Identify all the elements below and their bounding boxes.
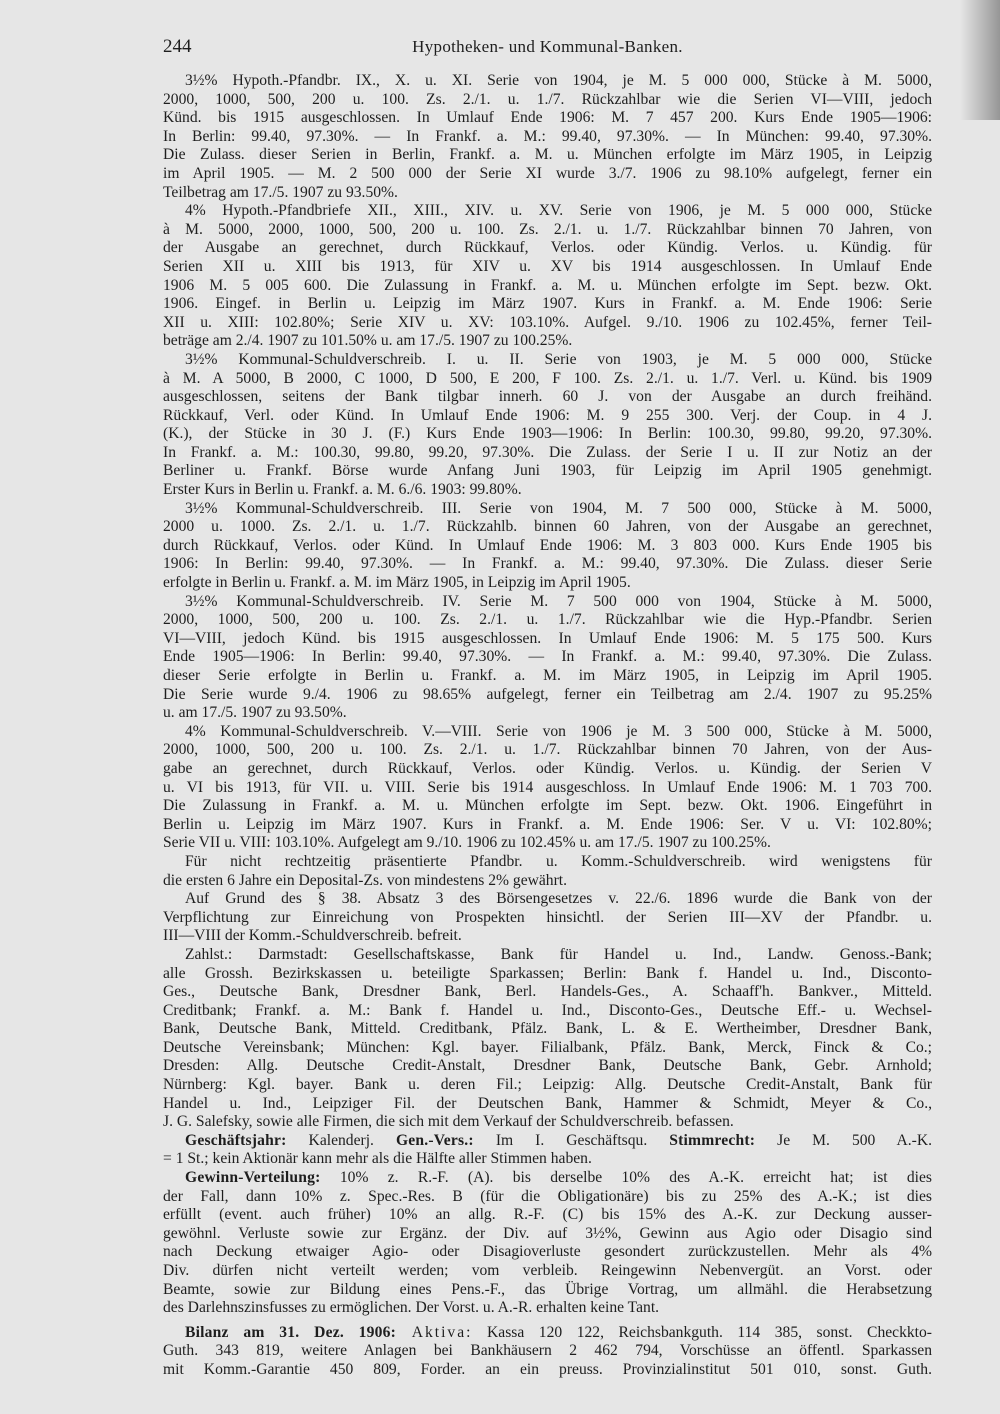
text-segment: Kassa 120 122, Reichsbankguth. 114 385, sonst. Checkkto- bbox=[472, 1323, 933, 1341]
text-line: Berliner u. Frankf. Börse wurde Anfang Juni 1903, für Leipzig im April 1905 genehmigt. bbox=[163, 462, 932, 480]
text-segment: 10% z. R.-F. (A). bis derselbe 10% des A.-K. erreicht hat; ist dies bbox=[320, 1169, 932, 1187]
text-line: Ges., Deutsche Bank, Dresdner Bank, Berl. Handels-Ges., A. Schaaff'h. Bankver., Mitteld. bbox=[163, 983, 932, 1001]
text-line: 3½% Kommunal-Schuldverschreib. IV. Serie M. 7 500 000 von 1904, Stücke à M. 5000, bbox=[185, 592, 932, 610]
paragraph bbox=[163, 72, 932, 202]
text-line: Deutsche Vereinsbank; München: Kgl. bayer. Filialbank, Pfälz. Bank, Merck, Finck & Co.; bbox=[163, 1038, 932, 1056]
paragraph bbox=[163, 593, 932, 723]
running-title: Hypotheken- und Kommunal-Banken. bbox=[412, 37, 683, 56]
text-line: Rückkauf, Verl. oder Künd. In Umlauf Ende 1906: M. 9 255 300. Verj. der Coup. in 4 J. bbox=[163, 406, 932, 424]
text-line: Ende 1905—1906: In Berlin: 99.40, 97.30%. — In Frankf. a. M.: 99.40, 97.30%. Die Zulass. bbox=[163, 648, 932, 666]
text-line: 1906 M. 5 005 600. Die Zulassung in Frankf. a. M. u. München erfolgte im Sept. bezw. Okt. bbox=[163, 276, 932, 294]
text-line: Div. dürfen nicht verteilt werden; vom verbleib. Reingewinn Nebenvergüt. an Vorst. oder bbox=[163, 1262, 932, 1279]
text-line: Künd. bis 1915 ausgeschlossen. In Umlauf Ende 1906: M. 7 457 200. Kurs Ende 1905—1906: bbox=[163, 109, 932, 127]
text-line: Für nicht rechtzeitig präsentierte Pfandbr. u. Komm.-Schuldverschreib. wird wenigstens für bbox=[185, 852, 932, 870]
text-line: des Darlehnszinsfusses zu ermöglichen. Der Vorst. u. A.-R. erhalten keine Tant. bbox=[163, 1299, 660, 1317]
paragraph bbox=[163, 202, 932, 351]
text-line: XII u. XIII: 102.80%; Serie XIV u. XV: 103.10%. Aufgel. 9./10. 1906 zu 102.45%, ferner Teil- bbox=[163, 313, 932, 331]
text-line: J. G. Salefsky, sowie alle Firmen, die sich mit dem Verkauf der Schuldverschreib. befassen. bbox=[163, 1113, 734, 1131]
text-line: Erster Kurs in Berlin u. Frankf. a. M. 6./6. 1903: 99.80%. bbox=[163, 481, 522, 499]
text-line: 3½% Kommunal-Schuldverschreib. III. Serie von 1904, M. 7 500 000, Stücke à M. 5000, bbox=[185, 499, 932, 517]
text-line: Teilbetrag am 17./5. 1907 zu 93.50%. bbox=[163, 183, 398, 201]
text-line: gabe an gerechnet, durch Rückkauf, Verlos. oder Kündig. Verlos. u. Kündig. der Serien V bbox=[163, 759, 932, 777]
text-line: mit Komm.-Garantie 450 809, Forder. an ein preuss. Provinzialinstitut 501 010, sonst. Guth. bbox=[163, 1360, 932, 1378]
section-label: Geschäftsjahr: bbox=[185, 1131, 287, 1149]
text-line: gewöhnl. Verluste sowie zur Ergänz. der Div. auf 3½%, Gewinn aus Agio oder Disagio sind bbox=[163, 1224, 932, 1242]
text-line: der Ausgabe an gerechnet, durch Rückkauf, Verlos. oder Kündig. Verlos. u. Kündig. für bbox=[163, 239, 932, 257]
section-label: Gewinn-Verteilung: bbox=[185, 1169, 321, 1187]
text-line: Dresden: Allg. Deutsche Credit-Anstalt, Dresdner Bank, Deutsche Bank, Gebr. Arnhold; bbox=[163, 1057, 932, 1075]
text-line: (K.), der Stücke in 30 J. (F.) Kurs Ende 1903—1906: In Berlin: 100.30, 99.80, 99.20, 97.30%. bbox=[163, 425, 932, 443]
text-line: Handel u. Ind., Leipziger Fil. der Deutschen Bank, Hammer & Schmidt, Meyer & Co., bbox=[163, 1094, 932, 1112]
text-line: Auf Grund des § 38. Absatz 3 des Börsengesetzes v. 22./6. 1896 wurde die Bank von der bbox=[185, 890, 932, 908]
page-body bbox=[163, 72, 932, 1380]
text-line: VI—VIII, jedoch Künd. bis 1915 ausgeschlossen. In Umlauf Ende 1906: M. 5 175 500. Kurs bbox=[163, 629, 932, 647]
text-line: Die Zulass. dieser Serien in Berlin, Frankf. a. M. u. München erfolgte im März 1905, in Leipzig bbox=[163, 146, 932, 164]
text-line: = 1 St.; kein Aktionär kann mehr als die Hälfte aller Stimmen haben. bbox=[163, 1150, 592, 1168]
text-line: Beamte, sowie zur Bildung eines Pens.-F., das Übrige Vortrag, um allmähl. die Herabsetzung bbox=[163, 1280, 932, 1298]
text-line: 4% Hypoth.-Pfandbriefe XII., XIII., XIV. u. XV. Serie von 1906, je M. 5 000 000, Stücke bbox=[185, 202, 932, 220]
text-line: Die Zulassung in Frankf. a. M. u. München erfolgte im Sept. bezw. Okt. 1906. Eingeführt in bbox=[163, 797, 932, 815]
text-line: à M. A 5000, B 2000, C 1000, D 500, E 200, F 100. Zs. 2./1. u. 1./7. Verl. u. Künd. bis 1909 bbox=[163, 369, 932, 387]
text-line: nach Deckung etwaiger Agio- oder Disagioverluste gesondert zurückzustellen. Mehr als 4% bbox=[163, 1243, 932, 1261]
paragraph bbox=[163, 1169, 932, 1318]
text-line: Creditbank; Frankf. a. M.: Bank f. Handel u. Ind., Disconto-Ges., Deutsche Eff.- u. Wechsel- bbox=[163, 1001, 932, 1019]
text-line bbox=[163, 1132, 932, 1151]
text-line: Bank, Deutsche Bank, Mitteld. Creditbank, Pfälz. Bank, L. & E. Wertheimber, Dresdner Bank, bbox=[163, 1020, 932, 1038]
text-segment: Je M. 500 A.-K. bbox=[755, 1131, 933, 1149]
section-label: Gen.-Vers.: bbox=[395, 1131, 474, 1149]
section-label: Bilanz am 31. Dez. 1906: bbox=[185, 1323, 397, 1341]
text-line: im April 1905. — M. 2 500 000 der Serie XI wurde 3./7. 1906 zu 98.10% aufgelegt, ferner ein bbox=[163, 164, 932, 182]
text-line: Berlin u. Leipzig im März 1907. Kurs in Frankf. a. M. Ende 1906: Ser. V u. VI: 102.80%; bbox=[163, 815, 932, 833]
text-line: erfolgte in Berlin u. Frankf. a. M. im März 1905, in Leipzig im April 1905. bbox=[163, 574, 631, 592]
text-line: In Berlin: 99.40, 97.30%. — In Frankf. a. M.: 99.40, 97.30%. — In München: 99.40, 97.30%. bbox=[163, 127, 932, 145]
text-line: Zahlst.: Darmstadt: Gesellschaftskasse, Bank für Handel u. Ind., Landw. Genoss.-Bank; bbox=[185, 945, 932, 963]
paragraph bbox=[163, 1132, 932, 1169]
paragraph bbox=[163, 890, 932, 946]
paragraph bbox=[163, 500, 932, 593]
text-line: erfüllt (event. auch früher) 10% an allg. R.-F. (C) bis 15% des A.-K. zur Deckung ausser- bbox=[163, 1206, 932, 1224]
text-line: u. VI bis 1913, für VII. u. VIII. Serie bis 1914 ausgeschloss. In Umlauf Ende 1906: M. 1 703 700. bbox=[163, 778, 932, 796]
paragraph bbox=[163, 723, 932, 853]
text-line: à M. 5000, 2000, 1000, 500, 200 u. 100. Zs. 2./1. u. 1./7. Rückzahlbar binnen 70 Jahren, von bbox=[163, 220, 932, 238]
text-line: ausgeschlossen, seitens der Bank tilgbar innerh. 60 J. von der Ausgabe an durch freihänd. bbox=[163, 388, 932, 406]
paragraph bbox=[163, 946, 932, 1132]
text-line: 3½% Hypoth.-Pfandbr. IX., X. u. XI. Serie von 1904, je M. 5 000 000, Stücke à M. 5000, bbox=[185, 72, 932, 89]
text-segment: Im I. Geschäftsqu. bbox=[473, 1131, 670, 1149]
text-line: dieser Serie erfolgte in Berlin u. Frankf. a. M. im März 1905, in Leipzig im April 1905. bbox=[163, 667, 932, 684]
text-line: die ersten 6 Jahre ein Deposital-Zs. von mindestens 2% gewährt. bbox=[163, 871, 568, 889]
text-line: 2000, 1000, 500, 200 u. 100. Zs. 2./1. u. 1./7. Rückzahlbar wie die Serien VI—VIII, jedoch bbox=[163, 90, 932, 108]
page-number: 244 bbox=[163, 36, 192, 57]
text-line: 2000, 1000, 500, 200 u. 100. Zs. 2./1. u. 1./7. Rückzahlbar binnen 70 Jahren, von der Aus- bbox=[163, 741, 932, 759]
page-header bbox=[163, 36, 932, 60]
text-line: 2000, 1000, 500, 200 u. 100. Zs. 2./1. u. 1./7. Rückzahlbar wie die Hyp.-Pfandbr. Serien bbox=[163, 611, 932, 629]
text-line: Nürnberg: Kgl. bayer. Bank u. deren Fil.; Leipzig: Allg. Deutsche Credit-Anstalt, Bank für bbox=[163, 1076, 932, 1094]
text-line bbox=[163, 1169, 932, 1188]
text-line: 4% Kommunal-Schuldverschreib. V.—VIII. Serie von 1906 je M. 3 500 000, Stücke à M. 5000, bbox=[185, 722, 932, 740]
text-line: 2000 u. 1000. Zs. 2./1. u. 1./7. Rückzahlb. binnen 60 Jahren, von der Ausgabe an gerechnet, bbox=[163, 518, 932, 536]
section-label: Stimmrecht: bbox=[669, 1131, 756, 1149]
text-line: der Fall, dann 10% z. Spec.-Res. B (für die Obligationäre) bis zu 25% des A.-K.; ist dies bbox=[163, 1187, 932, 1205]
scan-edge-shadow bbox=[960, 0, 1000, 120]
text-segment: Aktiva: bbox=[396, 1323, 473, 1341]
text-line: III—VIII der Komm.-Schuldverschreib. befreit. bbox=[163, 927, 462, 945]
text-line: 3½% Kommunal-Schuldverschreib. I. u. II. Serie von 1903, je M. 5 000 000, Stücke bbox=[185, 350, 932, 368]
text-line: Verpflichtung zur Einreichung von Prospekten hinsichtl. der Serien III—XV der Pfandbr. u. bbox=[163, 908, 932, 926]
text-segment: Kalenderj. bbox=[286, 1131, 396, 1149]
text-line: u. am 17./5. 1907 zu 93.50%. bbox=[163, 704, 347, 722]
text-line: Serie VII u. VIII: 103.10%. Aufgelegt am 9./10. 1906 zu 102.45% u. am 17./5. 1907 zu 100.25%. bbox=[163, 834, 771, 852]
text-line: Guth. 343 819, weitere Anlagen bei Bankhäusern 2 462 794, Vorschüsse an öffentl. Sparkassen bbox=[163, 1342, 932, 1360]
text-line: beträge am 2./4. 1907 zu 101.50% u. am 17./5. 1907 zu 100.25%. bbox=[163, 332, 573, 350]
text-line: 1906: In Berlin: 99.40, 97.30%. — In Frankf. a. M.: 99.40, 97.30%. Die Zulass. dieser Serie bbox=[163, 555, 932, 573]
text-line: alle Grossh. Bezirkskassen u. beteiligte Sparkassen; Berlin: Bank f. Handel u. Ind., Disconto- bbox=[163, 964, 932, 982]
text-line: 1906. Eingef. in Berlin u. Leipzig im März 1907. Kurs in Frankf. a. M. Ende 1906: Serie bbox=[163, 295, 932, 313]
paragraph bbox=[163, 1324, 932, 1380]
paragraph bbox=[163, 853, 932, 890]
text-line: Die Serie wurde 9./4. 1906 zu 98.65% aufgelegt, ferner ein Teilbetrag am 2./4. 1907 zu 95.25% bbox=[163, 685, 932, 703]
text-line: durch Rückkauf, Verlos. oder Künd. In Umlauf Ende 1906: M. 3 803 000. Kurs Ende 1905 bis bbox=[163, 536, 932, 554]
text-line: Serien XII u. XIII bis 1913, für XIV u. XV bis 1914 ausgeschlossen. In Umlauf Ende bbox=[163, 257, 932, 275]
paragraph bbox=[163, 351, 932, 500]
text-line: In Frankf. a. M.: 100.30, 99.80, 99.20, 97.30%. Die Zulass. der Serie I u. II zur Notiz an der bbox=[163, 443, 932, 461]
text-line bbox=[163, 1324, 932, 1343]
